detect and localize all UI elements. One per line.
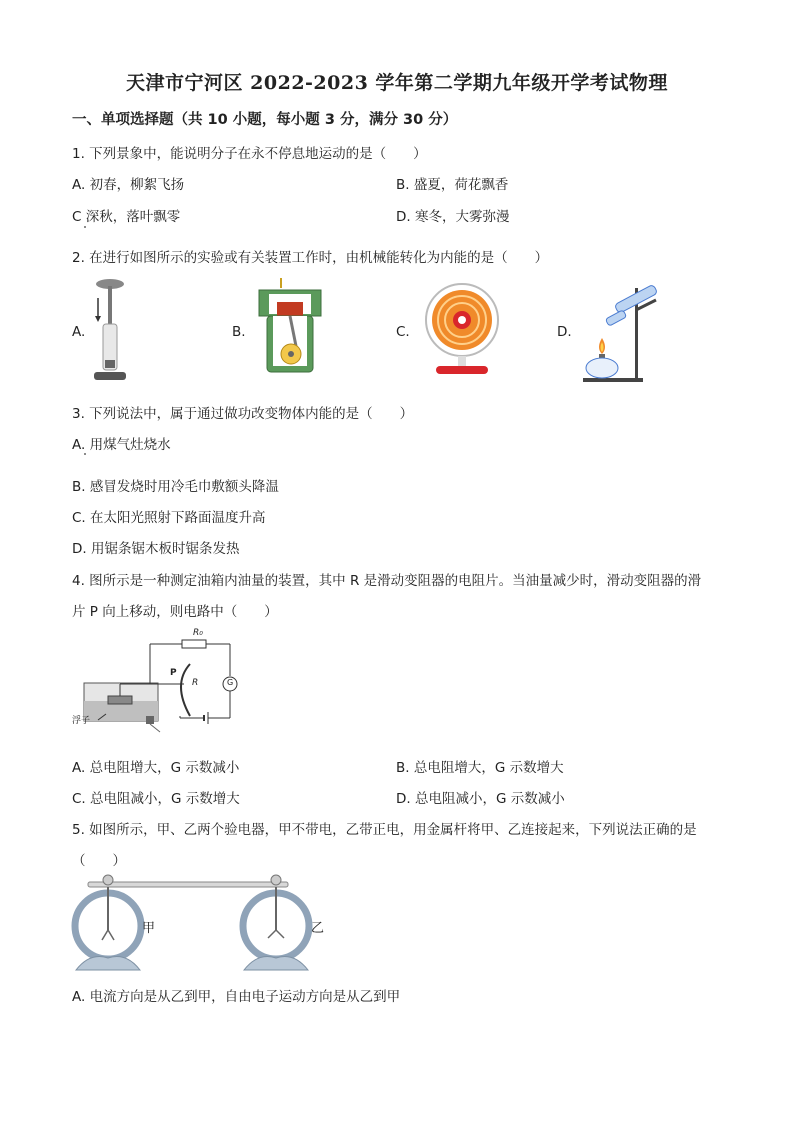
fig-label-g: G <box>227 678 234 687</box>
q4-stem-line2: 片 P 向上移动，则电路中（ ） <box>72 604 278 620</box>
q3-option-c[interactable]: C. 在太阳光照射下路面温度升高 <box>72 510 266 526</box>
q1-option-c[interactable]: C 深秋，落叶飘零 <box>72 209 181 225</box>
q4-option-d[interactable]: D. 总电阻减小，G 示数减小 <box>396 791 565 807</box>
q4-stem-line1: 4. 图所示是一种测定油箱内油量的装置，其中 R 是滑动变阻器的电阻片。当油量减少时，滑动变阻器的滑 <box>72 573 702 589</box>
heating-test-tube-figure <box>578 280 668 384</box>
electroscopes-figure <box>68 872 328 980</box>
fig-label-yi: 乙 <box>311 921 325 936</box>
engine-compression-stroke-figure <box>255 276 325 386</box>
q5-stem-line2: （ ） <box>72 853 126 869</box>
q3-option-b[interactable]: B. 感冒发烧时用冷毛巾敷额头降温 <box>72 479 279 495</box>
q2-option-d[interactable]: D. <box>557 324 572 340</box>
q1-option-b[interactable]: B. 盛夏，荷花飘香 <box>396 177 509 193</box>
oil-gauge-circuit-figure <box>72 628 242 748</box>
fig-label-float: 浮子 <box>72 716 91 726</box>
fig-label-jia: 甲 <box>142 921 156 936</box>
fig-label-r0: R₀ <box>193 628 203 638</box>
q1-option-a[interactable]: A. 初春，柳絮飞扬 <box>72 177 185 193</box>
q2-option-b[interactable]: B. <box>232 324 246 340</box>
q2-option-c[interactable]: C. <box>396 324 410 340</box>
fig-label-p: P <box>170 668 177 678</box>
q1-option-d[interactable]: D. 寒冬，大雾弥漫 <box>396 209 510 225</box>
q4-option-c[interactable]: C. 总电阻减小，G 示数增大 <box>72 791 240 807</box>
electric-heater-figure <box>422 280 502 380</box>
page-title: 天津市宁河区 2022-2023 学年第二学期九年级开学考试物理 <box>126 72 668 94</box>
fig-label-r: R <box>192 678 199 688</box>
q2-option-a[interactable]: A. <box>72 324 86 340</box>
q1-stem: 1. 下列景象中，能说明分子在永不停息地运动的是（ ） <box>72 146 427 162</box>
q3-option-a[interactable]: A. 用煤气灶烧水 <box>72 437 171 453</box>
q2-stem: 2. 在进行如图所示的实验或有关装置工作时，由机械能转化为内能的是（ ） <box>72 250 549 266</box>
q4-option-a[interactable]: A. 总电阻增大，G 示数减小 <box>72 760 240 776</box>
q4-option-b[interactable]: B. 总电阻增大，G 示数增大 <box>396 760 564 776</box>
stray-dot <box>84 226 86 228</box>
q3-stem: 3. 下列说法中，属于通过做功改变物体内能的是（ ） <box>72 406 414 422</box>
section-heading: 一、单项选择题（共 10 小题，每小题 3 分，满分 30 分） <box>72 112 458 128</box>
stray-dot <box>84 453 86 455</box>
q3-option-d[interactable]: D. 用锯条锯木板时锯条发热 <box>72 541 240 557</box>
q5-option-a[interactable]: A. 电流方向是从乙到甲，自由电子运动方向是从乙到甲 <box>72 989 401 1005</box>
q5-stem-line1: 5. 如图所示，甲、乙两个验电器，甲不带电，乙带正电，用金属杆将甲、乙连接起来，下列说法正确的是 <box>72 822 697 838</box>
air-compression-syringe-figure <box>90 276 130 386</box>
